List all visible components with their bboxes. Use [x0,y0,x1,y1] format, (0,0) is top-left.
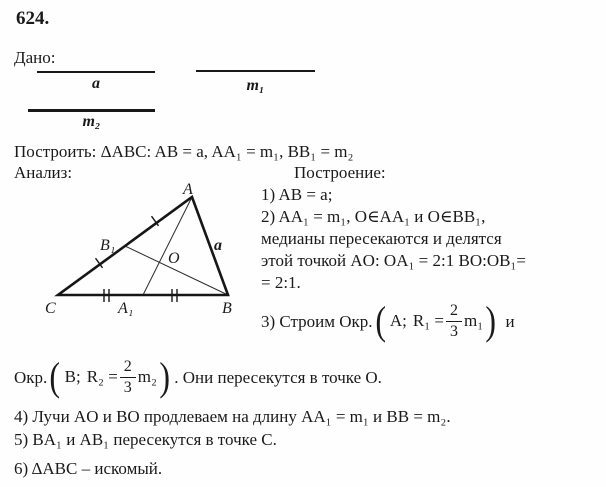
triangle-diagram [0,180,260,320]
construction-step-1: 1) AB = a; [261,185,333,204]
construction-step-3 [261,296,515,346]
open-paren: ( [374,298,386,343]
segment-m1-line [196,70,315,72]
construction-step-5: 5) BA₁ и AB₁ пересекутся в точке C. [14,430,277,449]
side-a-label: a [214,237,222,254]
construction-step-4: 4) Лучи AO и BO продлеваем на длину AA₁ = m₁ и BB = m₂. [14,407,451,426]
circle-B-lead: Окр. [14,367,48,387]
close-paren: ) [159,354,170,399]
construction-label: Построение: [294,163,386,182]
vertex-C-label: C [45,300,56,317]
given-label: Дано: [14,48,56,67]
fraction-denominator: 3 [123,378,132,396]
fraction-denominator: 3 [450,322,458,340]
fraction-two-thirds [120,358,136,396]
open-paren: ( [49,354,61,399]
segment-a-line [37,71,155,73]
radius-value: m₂ [137,367,157,386]
construction-step-2-line-1: 2) AA₁ = m₁, O∈AA₁ и O∈BB₁, [261,207,486,226]
midpoint-A1-label: A₁ [118,300,134,317]
vertex-B-label: B [222,300,232,317]
analysis-label: Анализ: [14,163,73,182]
fraction-numerator: 2 [120,358,136,378]
step-3-lead: 3) Строим Окр. [261,311,373,331]
step-3-tail: и [505,311,515,331]
median-AA1-line [143,197,192,295]
construction-step-6: 6) ΔABC – искомый. [14,459,163,478]
construction-step-2-line-4: = 2:1. [261,273,301,292]
fraction-two-thirds [446,302,462,340]
segment-a-label: a [92,75,100,92]
triangle-ABC-outline [58,197,228,295]
centroid-O-label: O [168,250,180,267]
fraction-numerator: 2 [446,302,462,322]
segment-m2-line [28,109,155,112]
radius-value: m₁ [464,311,484,330]
task-statement: Построить: ΔABC: AB = a, AA₁ = m₁, BB₁ = m₂ [14,142,354,161]
construction-step-2-line-2: медианы пересекаются и делятся [261,229,502,248]
circle-center: B; [64,367,81,386]
circle-B-formula [63,358,157,396]
vertex-A-label: A [183,181,193,198]
midpoint-B1-label: B₁ [100,237,116,254]
radius-label: R₂ = [86,367,118,386]
circle-B-tail: . Они пересекутся в точке O. [174,367,382,387]
circle-B-line [14,352,382,402]
step-3-formula [388,302,483,340]
close-paren: ) [485,298,497,343]
segment-m1-label: m₁ [246,77,265,94]
problem-number: 624. [16,8,50,29]
circle-center: A; [389,311,407,330]
radius-label: R₁ = [412,311,444,330]
segment-m2-label: m₂ [82,113,101,130]
construction-step-2-line-3: этой точкой AO: OA₁ = 2:1 BO:OB₁= [261,251,526,270]
